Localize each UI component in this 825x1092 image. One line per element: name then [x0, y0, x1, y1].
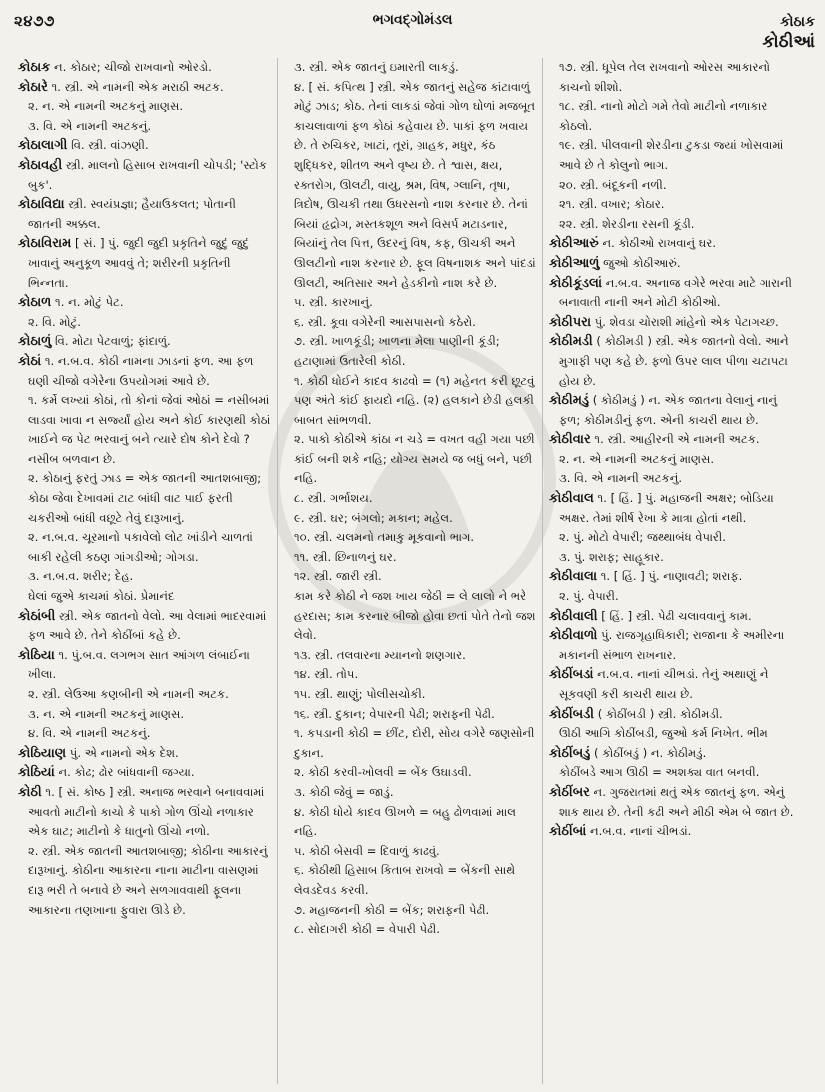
headword: કોઠાવિદ્યા — [18, 197, 65, 213]
sub-definition: ૩. સ્ત્રી. એક જાતનું ઇમારતી લાકડું. — [294, 60, 459, 74]
headword: કોઠાળ — [18, 295, 52, 311]
definition: ન. ગુજરાતમાં થતું એક જાતનું ફળ. એનું શાક થાય છે. તેની કઢી અને મીઠી એમ બે જાત છે. — [559, 784, 794, 819]
sub-definition: ૪. વિ. એ નામની અટકનું. — [28, 726, 151, 741]
sub-definition: ૧. કર્મે લખ્યાં કોઠાં, તો કોનાં જેવાં ઓઠાં = નસીબમાં લાડવા ખાવા ન સર્જ્યાં હોય અને કોઈ કારણથી કોઠાં ખાઈને જ પેટ ભરવાનું બને ત્યારે દોષ કોને દેવો ? નસીબ બળવાન છે. — [28, 393, 271, 466]
definition: જુઓ કોઠીઆરું. — [599, 255, 681, 270]
definition: ( કોઠીમડું ) ન. એક જાતના વેલાનું નાનું ફળ; કોઠીમડીનું ફળ. એની કાચરી થાય છે. — [559, 393, 778, 427]
sub-definition: ૩. વિ. એ નામની અટકનું. — [28, 118, 152, 133]
sub-definition: ૨. ન. એ નામની અટકનું માણસ. — [28, 99, 184, 114]
sub-definition: ઊઠી આગિ કોઠીંબડી, જુઓ કર્મ નિખેત. ભીમ — [559, 726, 768, 741]
page-number: ૨૪૭૭ — [14, 12, 55, 30]
definition: ન. કોઠાર; ચીજો રાખવાનો ઓરડો. — [50, 60, 212, 74]
headword: કોઠાં — [18, 353, 42, 369]
headword: કોઠાલાગી — [18, 138, 68, 154]
headword: કોઠાંબી — [18, 608, 56, 624]
headword: કોઠીઆરું — [549, 236, 599, 252]
definition: ૧. સ્ત્રી. આહીરની એ નામની અટક. — [590, 432, 760, 447]
definition: ન.બ.વ. નાનાં ચીભડાં. — [586, 824, 692, 839]
dictionary-entry — [549, 567, 801, 587]
headword: કોઠિયા — [18, 647, 55, 663]
guide-words — [762, 12, 815, 52]
sub-definition: ૨. ન.બ.વ. ચૂરમાનો પકાવેલો લોટ ખાંડીને ચાળતાં બાકી રહેલી કઠણ ગાંગડીઓ; ગોગડા. — [28, 530, 253, 564]
sub-definition: ૩. વિ. એ નામની અટકનું. — [559, 471, 683, 486]
sub-definition: ૨. કોઠી કરવી-ખોલવી = બેંક ઉઘાડવી. — [294, 765, 472, 780]
column-middle — [277, 58, 542, 1084]
dictionary-entry — [18, 332, 271, 352]
sub-definition: ૨૨. સ્ત્રી. શેરડીના રસની કૂંડી. — [559, 216, 695, 231]
sub-definition: ૧૨. સ્ત્રી. જારી સ્ત્રી. — [294, 569, 382, 584]
definition: [ સં. ] પું. જુદી જુદી પ્રકૃતિને જુદું જુદું ખાવાનું અનુકૂળ આવવું તે; શરીરની પ્રકૃતિની ભિન્નતા. — [28, 236, 249, 290]
sub-definition: ૨. સ્ત્રી. લેઉઆ કણબીની એ નામની અટક. — [28, 687, 229, 701]
dictionary-entry — [549, 313, 801, 333]
dictionary-entry — [549, 665, 801, 704]
headword: કોઠીપરા — [549, 314, 592, 330]
definition: પું. એ નામનો એક દેશ. — [66, 745, 179, 760]
sub-definition: ૧૪. સ્ત્રી. તોપ. — [294, 667, 359, 682]
dictionary-entry — [549, 254, 801, 274]
dictionary-entry — [549, 489, 801, 528]
dictionary-entry — [549, 274, 801, 313]
definition: ( કોઠીંબડી ) સ્ત્રી. કોઠીમડી. — [594, 706, 723, 721]
definition: સ્ત્રી. એક જાતનો વેલો. આ વેલામાં ભાદરવામાં ફળ આવે છે. તેને કોઠીંબાં કહે છે. — [28, 608, 267, 643]
headword: કોઠી — [18, 784, 42, 800]
dictionary-entry — [18, 783, 271, 842]
dictionary-entry — [18, 352, 271, 391]
sub-definition: ૫. સ્ત્રી. કારખાનું. — [294, 295, 373, 310]
sub-definition: ૧. કપડાની કોઠી = છીંટ, દોરી, સોય વગેરે જણસોની દુકાન. — [294, 726, 535, 760]
dictionary-entry — [549, 607, 801, 627]
definition: ૧. ન. મોટું પેટ. — [51, 295, 124, 310]
headword: કોઠીવાલી — [549, 608, 598, 624]
sub-definition: ૩. ન.બ.વ. શરીર; દેહ. — [28, 569, 134, 584]
sub-definition: ૯. સ્ત્રી. ઘર; બંગલો; મકાન; મહેલ. — [294, 510, 453, 525]
definition: ૧. સ્ત્રી. એ નામની એક મરાઠી અટક. — [47, 79, 224, 94]
sub-definition: ૪. [ સં. કપિત્થ ] સ્ત્રી. એક જાતનું સહેજ કાંટાવાળું મોટું ઝાડ; કોઠ. તેનાં લાકડાં જેવાં ગોળ ઘોળાં મજબૂત કાચલાવાળાં ફળ કોઠાં કહેવાય છે. પાકાં ફળ ખવાય છે. તે રુચિકર, ખાટાં, તૂરાં, ગ્રાહક, મધુર, કંઠ શુદ્ધિકર, શીતળ અને વૃષ્ય છે. તે શ્વાસ, ક્ષય, રક્તરોગ, ઊલટી, વાયુ, શ્રમ, વિષ, ગ્લાનિ, તૃષા, ત્રિદોષ, ઊચકી તથા ઉધરસનો નાશ કરનાર છે. તેનાં બિયાં હૃદ્રોગ, મસ્તકશૂળ અને વિસર્પ મટાડનાર, બિયાંનું તેલ પિત્ત, ઉદરનું વિષ, કફ, ઊચકી અને ઊલટીનો નાશ કરનાર છે. ફૂલ વિષનાશક અને પાંદડાં ઊલટી, અતિસાર અને હેડકીનો નાશ કરે છે. — [294, 79, 536, 290]
definition: [ હિં. ] સ્ત્રી. પેઢી ચલાવવાનું કામ. — [597, 608, 752, 623]
running-title: ભગવદ્ગોમંડલ — [372, 12, 453, 28]
headword: કોઠીકૂંડલાં — [549, 275, 603, 291]
sub-definition: ૮. સ્ત્રી. ગર્ભાશય. — [294, 491, 373, 506]
sub-definition: ૨. વિ. મોટું. — [28, 314, 81, 329]
sub-definition: કોઠીંબડે આગ ઊઠી = અશક્ય વાત બનવી. — [559, 765, 760, 780]
headword: કોઠાક — [18, 60, 51, 75]
dictionary-entry — [549, 822, 801, 842]
definition: ન. કોઠીઓ રાખવાનું ઘર. — [598, 236, 717, 251]
sub-definition: ૨. પું. વેપારી. — [559, 589, 619, 604]
sub-definition: ઘેલાં જુએ કાચમાં કોઠાં. પ્રેમાનંદ — [28, 589, 175, 604]
dictionary-entry — [18, 136, 271, 156]
sub-definition: ૬. સ્ત્રી. કૂવા વગેરેની આસપાસનો કઠેરો. — [294, 314, 476, 329]
sub-definition: ૭. સ્ત્રી. ખાળકૂંડી; ખાળના મેલા પાણીની કૂંડી; હટાણામાં ઉતારેલી કોઠી. — [294, 334, 500, 368]
headword: કોઠીંબાં — [549, 824, 587, 840]
sub-definition: ૨. સ્ત્રી. એક જાતની આતશબાજી; કોઠીના આકારનું દારૂખાનું. કોઠીના આકારના નાના માટીના વાસણમાં દારૂ ભરી તે બનાવે છે અને સળગાવવાથી ફૂલના આકારના તણખાના ફુવારા ઊડે છે. — [28, 843, 268, 917]
definition: ૧. [ હિં. ] પું. નાણાવટી; શરાફ. — [597, 569, 743, 584]
sub-definition: ૭. મહાજનની કોઠી = બેંક; શરાફની પેઢી. — [294, 902, 490, 917]
sub-definition: ૧૯. સ્ત્રી. પીલવાની શેરડીના ટુકડા જ્યાં ખોસવામાં આવે છે તે કોલુનો ભાગ. — [559, 138, 784, 172]
headword: કોઠાવિરામ — [18, 236, 72, 252]
headword: કોઠાવહી — [18, 157, 63, 173]
sub-definition: ૨. કોઠાનું ફરતું ઝાડ = એક જાતની આતશબાજી; કોઠા જેવા દેખાવમાં ટાટ બાંધી વાટ પાઈ ફરતી ચકરીઓ બાંધી વછૂટે તેવું દારૂખાનું. — [28, 471, 262, 525]
dictionary-entry — [549, 332, 801, 391]
sub-definition: ૧૭. સ્ત્રી. ધૂપેલ તેલ રાખવાનો ઓરસ આકારનો કાચનો શીશો. — [559, 60, 771, 94]
sub-definition: ૧૫. સ્ત્રી. થાણું; પોલીસચોકી. — [294, 687, 426, 701]
sub-definition: ૫. કોઠી બેસવી = દિવાળું કાઢવું. — [294, 843, 440, 858]
dictionary-entry — [549, 626, 801, 665]
dictionary-entry — [18, 744, 271, 764]
dictionary-entry — [18, 293, 271, 313]
sub-definition: ૧૮. સ્ત્રી. નાનો મોટો ગમે તેવો માટીનો નળાકાર કોઠલો. — [559, 99, 768, 133]
sub-definition: ૬. કોઠીથી હિસાબ કિતાબ રાખવો = બેંકની સાથે લેવડદેવડ કરવી. — [294, 863, 516, 897]
page-header — [0, 0, 825, 54]
definition: ન.બ.વ. નાનાં ચીભડાં. તેનું અથાણું ને સૂકવણી કરી કાચરી થાય છે. — [559, 667, 769, 701]
definition: વિ. સ્ત્રી. વાંઝણી. — [67, 138, 149, 153]
dictionary-columns — [12, 58, 815, 1084]
sub-definition: ૨. પાકો કોઠીએ કાંઠા ન ચડે = વખત વહી ગયા પછી કાંઈ બની શકે નહિ; યોગ્ય સમયે જ બધું બને, પછી નહિ. — [294, 432, 535, 486]
dictionary-entry — [549, 391, 801, 430]
dictionary-entry — [18, 78, 271, 98]
dictionary-entry — [549, 744, 801, 764]
sub-definition: ૧૩. સ્ત્રી. તલવારના મ્યાનનો શણગાર. — [294, 647, 466, 662]
headword: કોઠિયાણ — [18, 745, 67, 761]
column-right — [542, 58, 807, 1084]
guide-word-last: કોઠીઆં — [762, 32, 815, 52]
definition: ૧. ન.બ.વ. કોઠી નામના ઝાડનાં ફળ. આ ફળ ઘણી ચીજો વગેરેના ઉપયોગમાં આવે છે. — [28, 353, 254, 388]
sub-definition: ૩. કોઠી જેવું = જાડું. — [294, 784, 394, 799]
sub-definition: ૧૦. સ્ત્રી. ચલમનો તમાકુ મૂકવાનો ભાગ. — [294, 530, 475, 545]
sub-definition: ૩. ન. એ નામની અટકનું માણસ. — [28, 706, 185, 721]
dictionary-entry — [18, 607, 271, 646]
definition: સ્ત્રી. સ્વયંપ્રજ્ઞા; હૈયાઉકલત; પોતાની જાતની અક્કલ. — [28, 197, 236, 231]
definition: ન.બ.વ. અનાજ વગેરે ભરવા માટે ગારાની બનાવાતી નાની અને મોટી કોઠીઓ. — [559, 275, 792, 310]
dictionary-entry — [18, 646, 271, 685]
headword: કોઠીવાર — [549, 432, 591, 448]
dictionary-entry — [18, 763, 271, 783]
headword: કોઠાળું — [18, 334, 52, 350]
definition: સ્ત્રી. માલનો હિસાબ રાખવાની ચોપડી; 'સ્ટોક બુક'. — [28, 157, 267, 192]
sub-definition: કામ કરે કોઠી ને જશ ખાય જેઠી = લે લાલો ને ભરે હરદાસ; કામ કરનાર બીજો હોવા છતાં પોતે તેનો જશ લેવો. — [294, 589, 536, 643]
sub-definition: ૪. કોઠી ધોયે કાદવ ઊખળે = બહુ ઢોળવામાં માલ નહિ. — [294, 804, 516, 839]
headword: કોઠીવાળો — [549, 628, 598, 644]
dictionary-entry — [549, 430, 801, 450]
sub-definition: ૩. પું. શરાફ; સાહૂકાર. — [559, 549, 664, 564]
headword: કોઠીંબર — [549, 784, 590, 800]
headword: કોઠીવાલ — [549, 491, 594, 507]
dictionary-entry — [549, 705, 801, 725]
sub-definition: ૨૧. સ્ત્રી. વખાર; કોઠાર. — [559, 197, 665, 212]
headword: કોઠારે — [18, 79, 48, 95]
dictionary-entry — [18, 195, 271, 234]
dictionary-entry — [18, 234, 271, 293]
sub-definition: ૧૬. સ્ત્રી. દુકાન; વેપારની પેઢી; શરાફની પેઢી. — [294, 706, 495, 721]
dictionary-entry — [18, 156, 271, 195]
dictionary-entry — [549, 234, 801, 254]
sub-definition: ૨. પું. મોટો વેપારી; જથ્થાબંધ વેપારી. — [559, 530, 726, 545]
headword: કોઠીમડું — [549, 393, 590, 409]
column-left — [12, 58, 277, 1084]
definition: પું. રાજગૃહાધિકારી; રાજાના કે અમીરના મકાનની સંભાળ રાખનાર. — [559, 628, 785, 662]
headword: કોઠીવાલા — [549, 569, 598, 585]
definition: વિ. મોટા પેટવાળું; ફાંદાળું. — [51, 334, 171, 349]
headword: કોઠીઆળું — [549, 255, 600, 271]
headword: કોઠીમડી — [549, 334, 593, 350]
definition: ન. કોઢ; ઢોર બાંધવાની જગ્યા. — [54, 765, 195, 780]
dictionary-entry — [18, 58, 271, 78]
sub-definition: ૮. સોદાગરી કોઠી = વેપારી પેઢી. — [294, 922, 440, 937]
headword: કોઠીંબડી — [549, 706, 595, 722]
headword: કોઠીંબડાં — [549, 667, 594, 683]
definition: ૧. પું.બ.વ. લગભગ સાત આંગળ લંબાઈના ખીલા. — [28, 647, 250, 682]
guide-word-first: કોઠાક — [780, 14, 815, 30]
definition: ૧. [ સં. કોષ્ઠ ] સ્ત્રી. અનાજ ભરવાને બનાવવામાં આવતો માટીનો કાચો કે પાકો ગોળ ઊંચો નળાકાર એક ઘાટ; માટીનો કે ધાતુનો ઊંચો નળો. — [28, 784, 265, 839]
sub-definition: ૨૦. સ્ત્રી. બંદૂકની નળી. — [559, 177, 667, 192]
headword: કોઠિયાં — [18, 765, 55, 781]
sub-definition: ૨. ન. એ નામની અટકનું માણસ. — [559, 451, 715, 466]
definition: ( કોઠીંબડું ) ન. કોઠીમડું. — [590, 745, 707, 760]
definition: ( કોઠીમડી ) સ્ત્રી. એક જાતનો વેલો. આને મુગાફી પણ કહે છે. ફળો ઉપર લાલ પીળા ચટાપટા હોય છે. — [559, 334, 789, 388]
dictionary-entry — [549, 783, 801, 822]
sub-definition: ૧૧. સ્ત્રી. છિનાળનું ઘર. — [294, 549, 397, 564]
headword: કોઠીંબડું — [549, 745, 591, 761]
definition: પું. શેવડા ચોરાશી માંહેનો એક પેટાગચ્છ. — [591, 314, 779, 329]
sub-definition: ૧. કોઠી ધોઈને કાદવ કાઢવો = (૧) મહેનત કરી છૂટવું પણ અંતે કાંઈ ફાયદો નહિ. (૨) હલકાને છેડી હલકી બાબત સાંભળવી. — [294, 373, 535, 427]
definition: ૧. [ હિં. ] પું. મહાજની અક્ષર; બોડિયા અક્ષર. તેમાં શીર્ષ રેખા કે માત્રા હોતાં નથી. — [559, 491, 774, 525]
